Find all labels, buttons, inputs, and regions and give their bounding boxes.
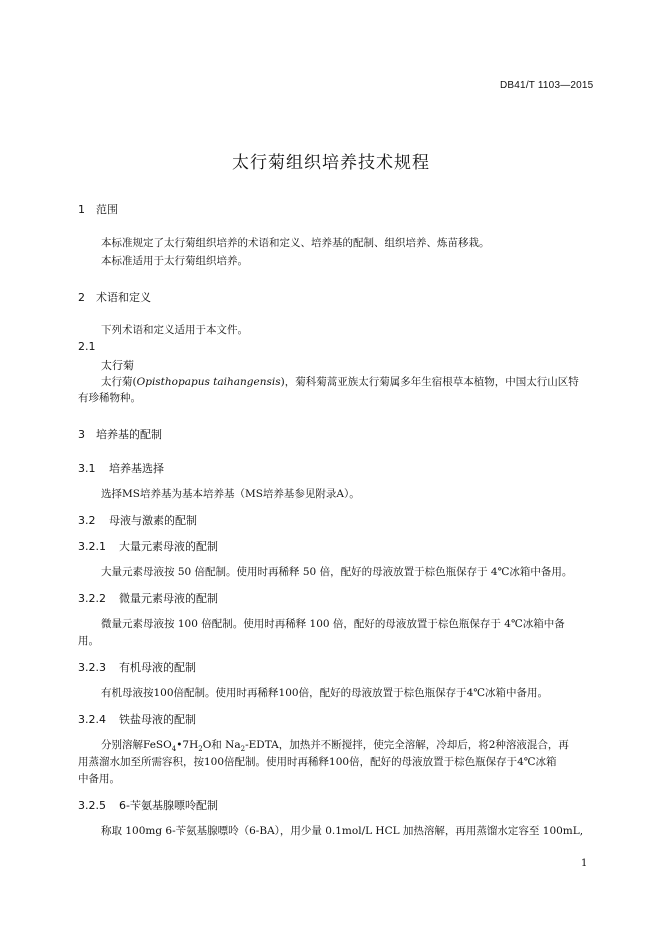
subsection-3-2-4-heading xyxy=(78,711,196,727)
section-title: 培养基的配制 xyxy=(96,428,162,441)
page-title: 太行菊组织培养技术规程 xyxy=(232,153,430,173)
text: O和 Na xyxy=(202,739,241,751)
section-title: 范围 xyxy=(96,203,118,216)
paragraph: 本标准适用于太行菊组织培养。 xyxy=(101,255,248,267)
section-title: 培养基选择 xyxy=(109,462,164,475)
subscript: 2 xyxy=(198,745,203,754)
section-2-heading xyxy=(78,289,151,305)
paragraph-continued: 用蒸溜水加至所需容积，按100倍配制。使用时再稀释100倍，配好的母液放置于棕色瓶保存于4℃冰箱 xyxy=(78,756,557,768)
section-number: 3.2.5 xyxy=(78,799,106,812)
latin-name: Opisthopapus taihangensis xyxy=(136,376,281,388)
section-title: 母液与激素的配制 xyxy=(109,514,197,527)
section-title: 微量元素母液的配制 xyxy=(119,592,218,605)
section-title: 术语和定义 xyxy=(96,291,151,304)
section-number: 3.2 xyxy=(78,514,96,527)
section-number: 1 xyxy=(78,203,85,216)
section-title: 6-苄氨基腺嘌呤配制 xyxy=(119,799,218,812)
paragraph: 称取 100mg 6-苄氨基腺嘌呤（6-BA），用少量 0.1mol/L HCL 加热溶解，再用蒸馏水定容至 100mL, xyxy=(101,825,584,837)
text: •7H xyxy=(176,739,199,751)
section-title: 铁盐母液的配制 xyxy=(119,713,196,726)
paragraph xyxy=(101,737,569,753)
term-title: 太行菊 xyxy=(101,359,134,372)
paragraph: 大量元素母液按 50 倍配制。使用时再稀释 50 倍，配好的母液放置于棕色瓶保存于 4℃冰箱中备用。 xyxy=(101,566,573,578)
subscript: 4 xyxy=(171,745,177,754)
section-number: 3.2.1 xyxy=(78,540,106,553)
term-number: 2.1 xyxy=(78,340,96,353)
document-code: DB41/T 1103—2015 xyxy=(500,80,594,91)
subscript: 2 xyxy=(240,745,246,754)
definition-text: )，菊科菊蒿亚族太行菊属多年生宿根草本植物，中国太行山区特 xyxy=(280,376,579,388)
section-title: 有机母液的配制 xyxy=(119,661,196,674)
subsection-3-2-heading xyxy=(78,512,197,528)
paragraph-continued: 中备用。 xyxy=(78,773,120,785)
section-number: 3.2.3 xyxy=(78,661,106,674)
text: -EDTA，加热并不断搅拌，使完全溶解，冷却后，将2种溶液混合，再 xyxy=(245,739,569,751)
page-number: 1 xyxy=(581,858,588,869)
paragraph: 本标准规定了太行菊组织培养的术语和定义、培养基的配制、组织培养、炼苗移栽。 xyxy=(101,237,490,249)
section-number: 2 xyxy=(78,291,85,304)
section-number: 3.2.4 xyxy=(78,713,106,726)
section-number: 3.1 xyxy=(78,462,96,475)
section-number: 3 xyxy=(78,428,85,441)
subsection-3-2-1-heading xyxy=(78,538,218,554)
paragraph: 微量元素母液按 100 倍配制。使用时再稀释 100 倍，配好的母液放置于棕色瓶保存于 4℃冰箱中备 xyxy=(101,618,565,630)
section-1-heading xyxy=(78,201,118,217)
term-definition xyxy=(101,374,579,389)
subsection-3-2-3-heading xyxy=(78,659,196,675)
section-number: 3.2.2 xyxy=(78,592,106,605)
text: 分别溶解FeSO xyxy=(101,739,172,751)
paragraph: 有机母液按100倍配制。使用时再稀释100倍，配好的母液放置于棕色瓶保存于4℃冰箱中备用。 xyxy=(101,687,549,699)
definition-text: 太行菊( xyxy=(101,376,137,388)
paragraph-continued: 用。 xyxy=(78,635,99,647)
paragraph: 下列术语和定义适用于本文件。 xyxy=(101,324,248,336)
subsection-3-1-heading xyxy=(78,460,164,476)
paragraph: 选择MS培养基为基本培养基（MS培养基参见附录A）。 xyxy=(101,488,360,500)
term-definition-continued: 有珍稀物种。 xyxy=(78,392,141,404)
section-3-heading xyxy=(78,426,162,442)
section-title: 大量元素母液的配制 xyxy=(119,540,218,553)
subsection-3-2-2-heading xyxy=(78,590,218,606)
subsection-3-2-5-heading xyxy=(78,797,218,813)
